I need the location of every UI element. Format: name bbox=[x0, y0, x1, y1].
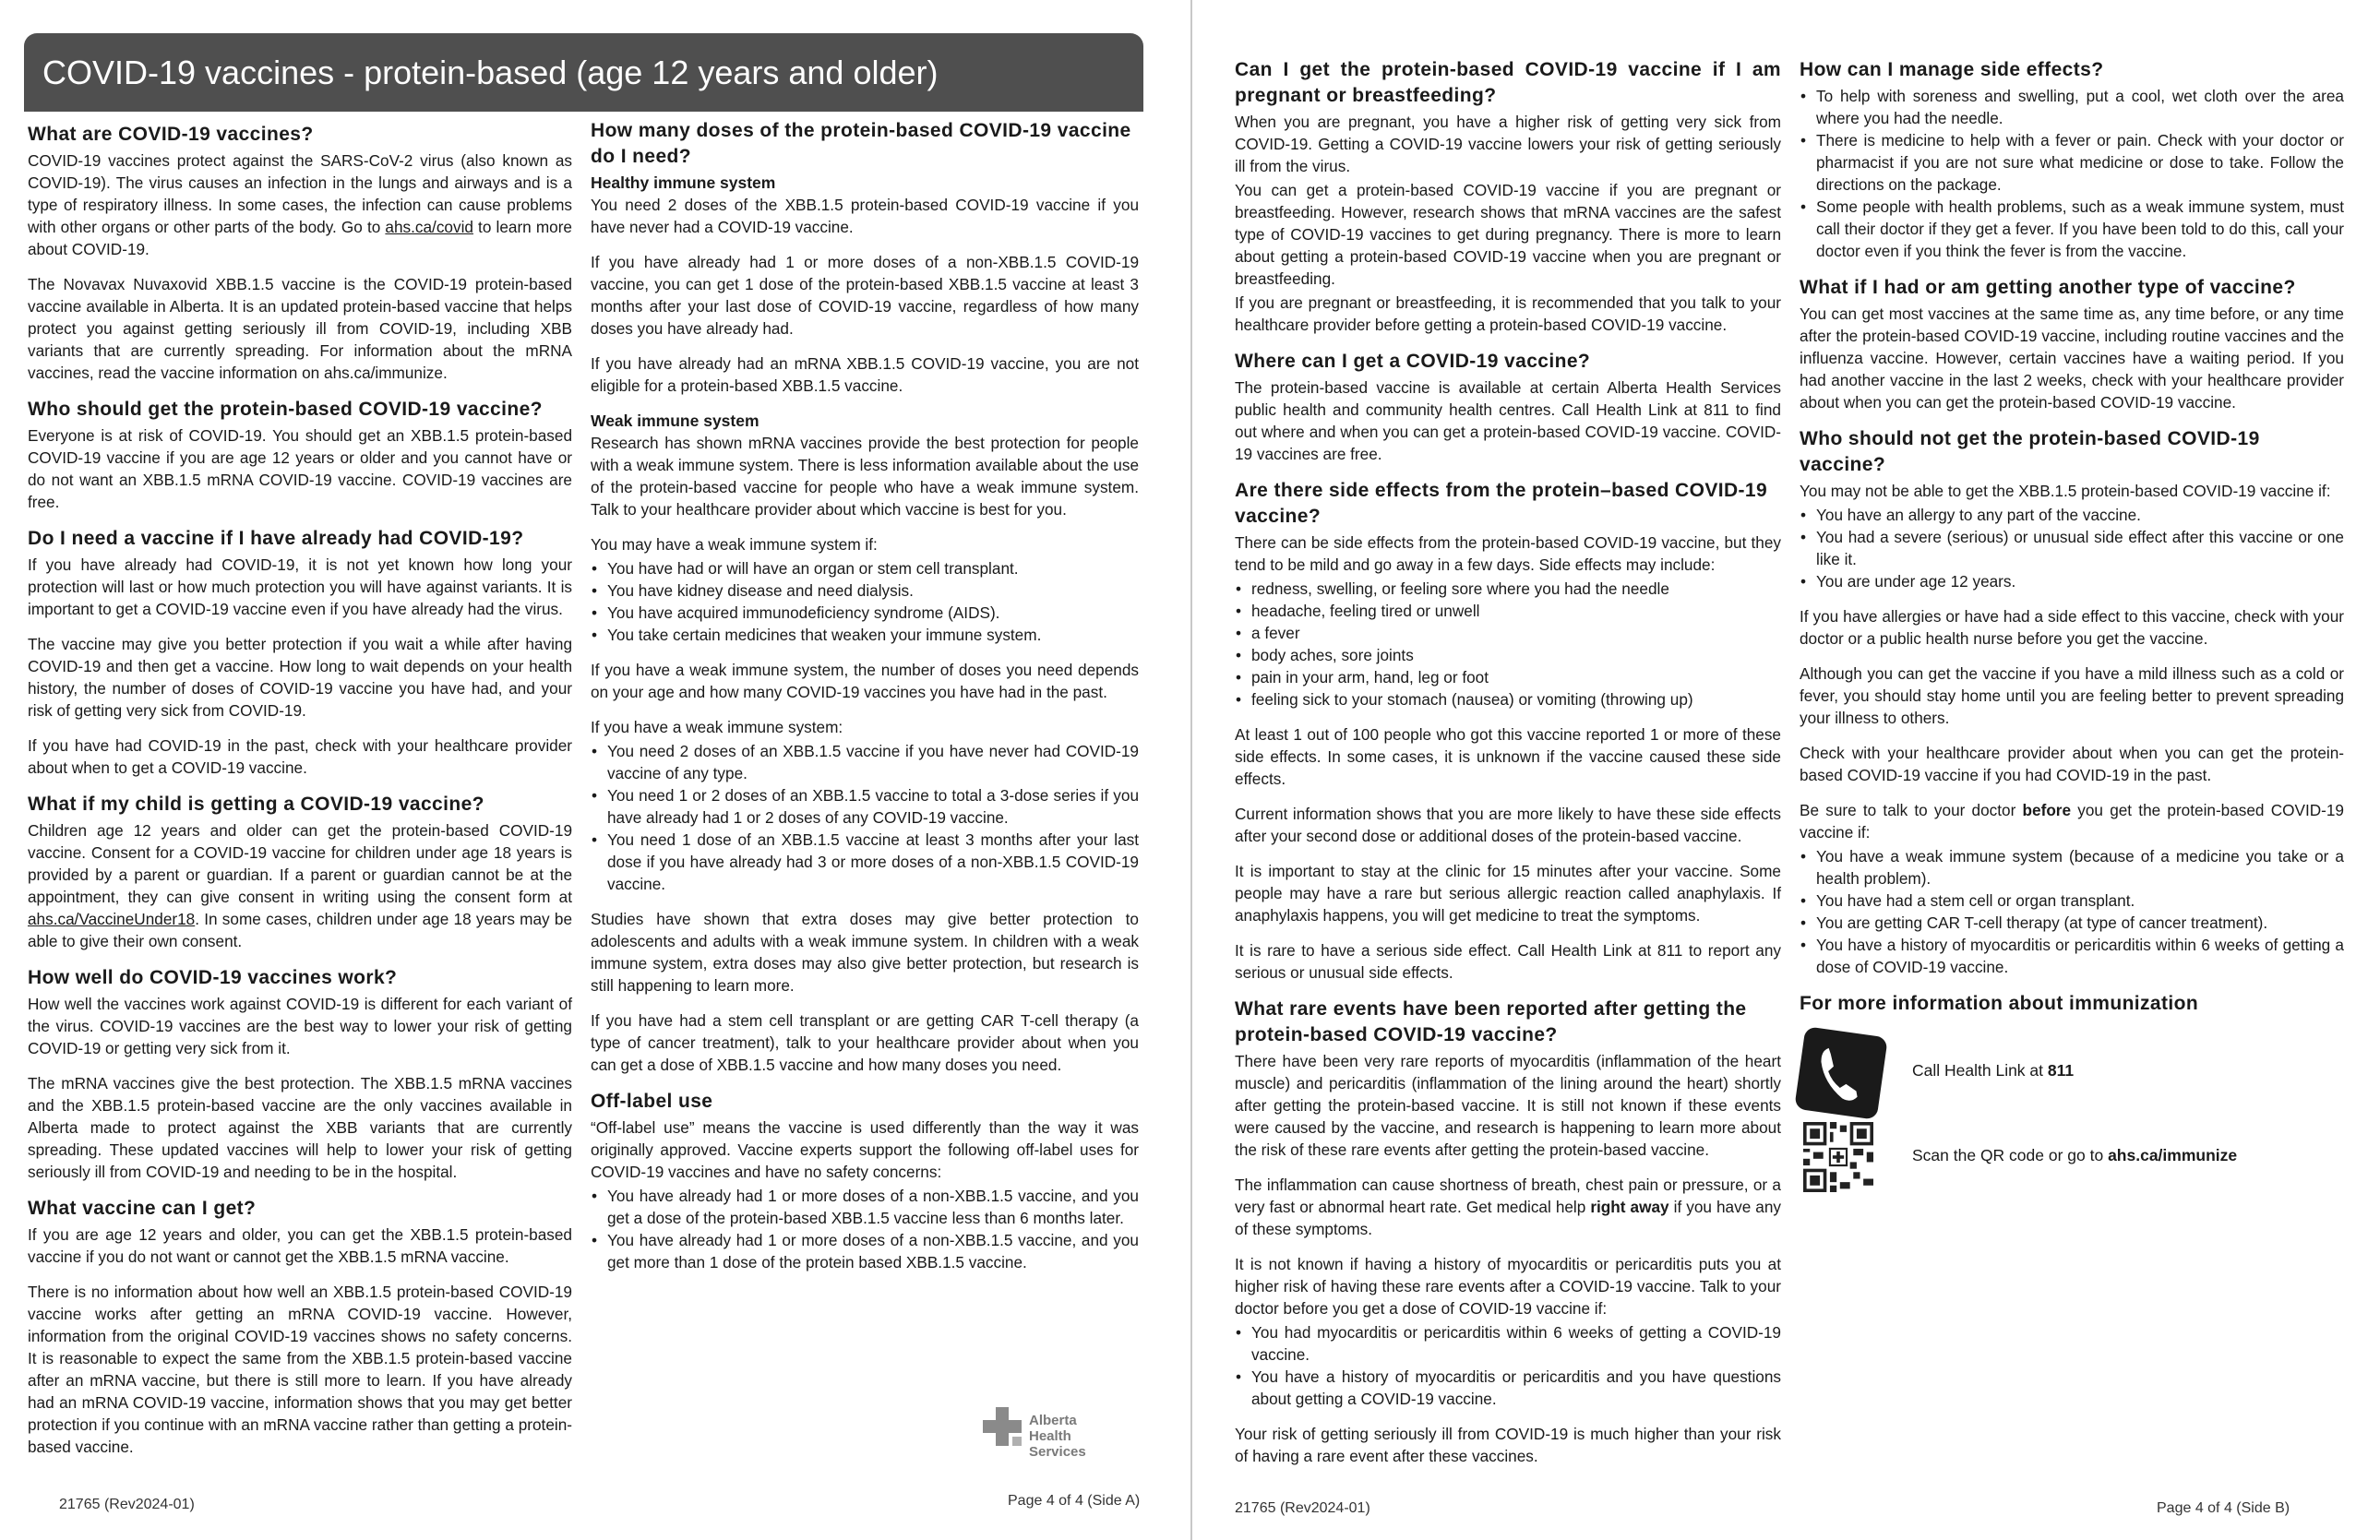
column-4 bbox=[1800, 57, 2344, 1201]
section-heading: How well do COVID-19 vaccines work? bbox=[28, 967, 398, 988]
section-heading: Who should not get the protein-based COVID-19 vaccine? bbox=[1800, 428, 2260, 475]
section-another-vaccine bbox=[1800, 275, 2344, 413]
section-child bbox=[28, 792, 572, 952]
paragraph: Everyone is at risk of COVID-19. You should get an XBB.1.5 protein-based COVID-19 vaccine if you are age 12 years or older and you cannot have or do not want an XBB.1.5 mRNA COVID-19 vaccine. COVID-19 vaccines are free. bbox=[28, 426, 572, 511]
text: The inflammation can cause shortness of breath, chest pain or pressure, or a very fast or abnormal heart rate. Get medical help bbox=[1235, 1176, 1781, 1216]
consent-form-link[interactable]: ahs.ca/VaccineUnder18 bbox=[28, 910, 196, 928]
list-item: • There is medicine to help with a fever or pain. Check with your doctor or pharmacist if you are not sure what medicine or dose to take. Follow the directions on the package. bbox=[1816, 129, 2344, 196]
section-pregnant bbox=[1235, 57, 1781, 336]
health-link-row bbox=[1800, 1032, 2316, 1115]
logo-square bbox=[1012, 1437, 1022, 1446]
bullet-list bbox=[591, 740, 1139, 895]
section-heading: Are there side effects from the protein–based COVID-19 vaccine? bbox=[1235, 480, 1768, 527]
bullet-list bbox=[1800, 845, 2344, 978]
list-item: • You are under age 12 years. bbox=[1816, 570, 2344, 592]
column-1 bbox=[28, 122, 572, 1471]
page-side-b bbox=[1196, 0, 2380, 1540]
paragraph: If you have had a stem cell transplant or are getting CAR T-cell therapy (a type of cancer treatment), talk to your healthcare provider about when you can get a dose of XBB.1.5 vaccine and how many doses you need. bbox=[591, 1011, 1139, 1074]
list-item: • You have already had 1 or more doses of a non-XBB.1.5 vaccine, and you get a dose of the protein-based XBB.1.5 vaccine less than 6 months later. bbox=[607, 1185, 1139, 1229]
bullet-list bbox=[1800, 504, 2344, 592]
page-number: Page 4 of 4 (Side A) bbox=[1008, 1493, 1141, 1509]
list-item: • You have already had 1 or more doses of a non-XBB.1.5 vaccine, and you get more than 1 dose of the protein based XBB.1.5 vaccine. bbox=[607, 1229, 1139, 1273]
contact-block bbox=[1800, 1019, 2344, 1194]
paragraph: The vaccine may give you better protection if you wait a while after having COVID-19 and then get a vaccine. How long to wait depends on your health history, the number of doses of COVID-19 vaccine you have had, and your risk of getting very sick from COVID-19. bbox=[28, 635, 572, 720]
paragraph: If you have allergies or have had a side effect to this vaccine, check with your doctor or a public health nurse before you get the vaccine. bbox=[1800, 607, 2344, 648]
list-item: • You have a history of myocarditis or pericarditis within 6 weeks of getting a dose of COVID-19 vaccine. bbox=[1816, 934, 2344, 978]
section-off-label bbox=[591, 1089, 1139, 1273]
paragraph: It is not known if having a history of myocarditis or pericarditis puts you at higher risk of having these rare events after a COVID-19 vaccine. Talk to your doctor before you get a dose of COVID-19 vaccine if: bbox=[1235, 1255, 1781, 1318]
paragraph: If you are age 12 years and older, you can get the XBB.1.5 protein-based vaccine if you do not want or cannot get the XBB.1.5 mRNA vaccine. bbox=[28, 1225, 572, 1266]
section-heading: How can I manage side effects? bbox=[1800, 59, 2104, 80]
section-heading: What if my child is getting a COVID-19 vaccine? bbox=[28, 794, 484, 815]
section-manage-side-effects bbox=[1800, 57, 2344, 262]
paragraph: There can be side effects from the protein-based COVID-19 vaccine, but they tend to be mild and go away in a few days. Side effects may include: bbox=[1235, 533, 1781, 574]
list-item: • You have kidney disease and need dialysis. bbox=[607, 579, 1139, 602]
page-number: Page 4 of 4 (Side B) bbox=[2157, 1500, 2290, 1516]
list-item: • You have had a stem cell or organ transplant. bbox=[1816, 889, 2344, 912]
list-item: • feeling sick to your stomach (nausea) or vomiting (throwing up) bbox=[1251, 688, 1781, 710]
paragraph: You may not be able to get the XBB.1.5 protein-based COVID-19 vaccine if: bbox=[1800, 482, 2331, 500]
list-item: • You take certain medicines that weaken your immune system. bbox=[607, 624, 1139, 646]
section-heading: What if I had or am getting another type of vaccine? bbox=[1800, 277, 2296, 298]
column-2 bbox=[591, 118, 1139, 1286]
paragraph: You can get a protein-based COVID-19 vaccine if you are pregnant or breastfeeding. However, research shows that mRNA vaccines are the safest type of COVID-19 vaccines to get during pregnancy. There is more to learn about getting a protein-based COVID-19 vaccine when you are pregnant or breastfeeding. bbox=[1235, 181, 1781, 288]
text: Children age 12 years and older can get the protein-based COVID-19 vaccine. Consent for a COVID-19 vaccine for children under age 18 years is provided by a parent or guardian. If a parent or guardian cannot be at the appointment, they can give consent in writing using the consent form at bbox=[28, 821, 572, 906]
list-item: • You have a history of myocarditis or pericarditis and you have questions about getting a COVID-19 vaccine. bbox=[1251, 1366, 1781, 1410]
section-already-had-covid bbox=[28, 526, 572, 779]
paragraph: If you are pregnant or breastfeeding, it is recommended that you talk to your healthcare provider before getting a protein-based COVID-19 vaccine. bbox=[1235, 293, 1781, 334]
list-item: • You need 1 or 2 doses of an XBB.1.5 vaccine to total a 3-dose series if you have already had 1 or 2 doses of any COVID-19 vaccine. bbox=[607, 784, 1139, 829]
text: to learn more about COVID-19. bbox=[28, 218, 572, 258]
bullet-list bbox=[1235, 578, 1781, 710]
bullet-list bbox=[1800, 85, 2344, 262]
paragraph: If you have had COVID-19 in the past, check with your healthcare provider about when to get a COVID-19 vaccine. bbox=[28, 736, 572, 777]
page-divider bbox=[1190, 0, 1192, 1540]
text: . In some cases, children under age 18 years may be able to give their own consent. bbox=[28, 910, 572, 950]
text: COVID-19 vaccines protect against the SARS-CoV-2 virus (also known as COVID-19). The virus causes an infection in the lungs and airways and is a type of respiratory illness. In some cases, the infection can cause problems with other organs or other parts of the body. Go to bbox=[28, 151, 572, 236]
paragraph bbox=[28, 819, 572, 952]
ahs-logo bbox=[983, 1407, 1112, 1460]
scan-text bbox=[1912, 1144, 2237, 1166]
list-item: • To help with soreness and swelling, put a cool, wet cloth over the area where you had the needle. bbox=[1816, 85, 2344, 129]
section-how-many-doses bbox=[591, 118, 1139, 1076]
list-item: • You are getting CAR T-cell therapy (at type of cancer treatment). bbox=[1816, 912, 2344, 934]
paragraph: The Novavax Nuvaxovid XBB.1.5 vaccine is the COVID-19 protein-based vaccine available in Alberta. It is an updated protein-based vaccine that helps protect you against getting seriously ill from COVID-19, including XBB variants that are currently spreading. For information about the mRNA vaccines, read the vaccine information on ahs.ca/immunize. bbox=[28, 275, 572, 382]
section-heading: Do I need a vaccine if I have already had COVID-19? bbox=[28, 528, 524, 549]
section-what-vaccine bbox=[28, 1196, 572, 1458]
form-number: 21765 (Rev2024-01) bbox=[59, 1497, 195, 1512]
section-heading: What rare events have been reported after getting the protein-based COVID-19 vaccine? bbox=[1235, 998, 1747, 1045]
paragraph: When you are pregnant, you have a higher risk of getting very sick from COVID-19. Getting a COVID-19 vaccine lowers your risk of getting seriously ill from the virus. bbox=[1235, 113, 1781, 175]
list-item: • headache, feeling tired or unwell bbox=[1251, 600, 1781, 622]
list-item: • You have an allergy to any part of the vaccine. bbox=[1816, 504, 2344, 526]
paragraph: The protein-based vaccine is available at certain Alberta Health Services public health and community health centres. Call Health Link at 811 to find out where and when you can get a protein-based COVID-19 vaccine. COVID-19 vaccines are free. bbox=[1235, 378, 1781, 463]
list-item: • You have had or will have an organ or stem cell transplant. bbox=[607, 557, 1139, 579]
section-who-should-not bbox=[1800, 426, 2344, 978]
phone-icon bbox=[1794, 1026, 1888, 1120]
section-where bbox=[1235, 349, 1781, 465]
section-heading: For more information about immunization bbox=[1800, 993, 2199, 1014]
text: Scan the QR code or go to bbox=[1912, 1146, 2109, 1164]
paragraph: The mRNA vaccines give the best protection. The XBB.1.5 mRNA vaccines and the XBB.1.5 protein-based vaccine are the only vaccines available in Alberta made to protect against the XBB variants that are currently spreading. These updated vaccines will help to lower your risk of getting seriously ill from COVID-19 and needing to be in the hospital. bbox=[28, 1074, 572, 1181]
qr-row bbox=[1800, 1122, 2316, 1194]
paragraph: Research has shown mRNA vaccines provide the best protection for people with a weak immune system. There is less information available about the use of the protein-based vaccine for people who have a weak immune system. Talk to your healthcare provider about which vaccine is best for you. bbox=[591, 434, 1139, 519]
logo-text bbox=[1029, 1413, 1112, 1460]
list-item: • body aches, sore joints bbox=[1251, 644, 1781, 666]
paragraph: If you have a weak immune system: bbox=[591, 718, 843, 736]
paragraph: It is rare to have a serious side effect. Call Health Link at 811 to report any serious or unusual side effects. bbox=[1235, 941, 1781, 982]
section-heading: What are COVID-19 vaccines? bbox=[28, 124, 314, 145]
paragraph: It is important to stay at the clinic for 15 minutes after your vaccine. Some people may have a rare but serious allergic reaction called anaphylaxis. If anaphylaxis happens, you will get medicine to treat the symptoms. bbox=[1235, 862, 1781, 925]
paragraph: If you have a weak immune system, the number of doses you need depends on your age and how many COVID-19 vaccines you have had in the past. bbox=[591, 661, 1139, 701]
paragraph bbox=[1235, 1174, 1781, 1240]
paragraph: Although you can get the vaccine if you have a mild illness such as a cold or fever, you should stay home until you are feeling better to prevent spreading your illness to others. bbox=[1800, 664, 2344, 727]
paragraph: “Off-label use” means the vaccine is used differently than the way it was originally approved. Vaccine experts support the following off-label uses for COVID-19 vaccines and have no safety concerns: bbox=[591, 1118, 1139, 1181]
paragraph: How well the vaccines work against COVID-19 is different for each variant of the virus. COVID-19 vaccines are the best way to lower your risk of getting COVID-19 or getting very sick from it. bbox=[28, 995, 572, 1057]
list-item: • a fever bbox=[1251, 622, 1781, 644]
section-heading: Where can I get a COVID-19 vaccine? bbox=[1235, 351, 1591, 372]
list-item: • redness, swelling, or feeling sore where you had the needle bbox=[1251, 578, 1781, 600]
text: Be sure to talk to your doctor bbox=[1800, 801, 2023, 819]
immunize-link[interactable]: ahs.ca/immunize bbox=[2108, 1146, 2238, 1164]
paragraph bbox=[1800, 799, 2344, 843]
section-how-well bbox=[28, 965, 572, 1183]
list-item: • You need 2 doses of an XBB.1.5 vaccine if you have never had COVID-19 vaccine of any type. bbox=[607, 740, 1139, 784]
bullet-list bbox=[591, 1185, 1139, 1273]
emphasis: right away bbox=[1590, 1198, 1669, 1216]
paragraph: You can get most vaccines at the same time as, any time before, or any time after the protein-based COVID-19 vaccine, including routine vaccines and the influenza vaccine. However, certain vaccines have a waiting period. If you had another vaccine in the last 2 weeks, check with your healthcare provider about when you can get the protein-based COVID-19 vaccine. bbox=[1800, 304, 2344, 412]
list-item: • You have a weak immune system (because of a medicine you take or a health problem). bbox=[1816, 845, 2344, 889]
emphasis: before bbox=[2022, 801, 2072, 819]
section-heading: What vaccine can I get? bbox=[28, 1198, 257, 1219]
paragraph: Your risk of getting seriously ill from COVID-19 is much higher than your risk of having a rare event after these vaccines. bbox=[1235, 1425, 1781, 1465]
paragraph: If you have already had an mRNA XBB.1.5 COVID-19 vaccine, you are not eligible for a protein-based XBB.1.5 vaccine. bbox=[591, 354, 1139, 395]
section-what-are-vaccines bbox=[28, 122, 572, 384]
section-who-should-get bbox=[28, 397, 572, 513]
logo-square bbox=[996, 1407, 1009, 1420]
text: if you have any of these symptoms. bbox=[1235, 1198, 1782, 1238]
list-item: • Some people with health problems, such as a weak immune system, must call their doctor if they get a fever. If you have been told to do this, call your doctor even if you think the fever is from the vaccine. bbox=[1816, 196, 2344, 262]
list-item: • You have acquired immunodeficiency syndrome (AIDS). bbox=[607, 602, 1139, 624]
form-number: 21765 (Rev2024-01) bbox=[1235, 1500, 1370, 1516]
paragraph: You may have a weak immune system if: bbox=[591, 535, 878, 554]
paragraph: Current information shows that you are more likely to have these side effects after your second dose or additional doses of the protein-based vaccine. bbox=[1235, 805, 1781, 845]
health-link-number: 811 bbox=[2047, 1061, 2075, 1080]
call-text bbox=[1912, 1059, 2074, 1081]
qr-code-icon bbox=[1803, 1122, 1873, 1192]
logo-text-line: Services bbox=[1029, 1444, 1086, 1460]
bullet-list bbox=[591, 557, 1139, 646]
section-side-effects bbox=[1235, 478, 1781, 984]
paragraph: At least 1 out of 100 people who got this vaccine reported 1 or more of these side effects. In some cases, it is unknown if the vaccine caused these side effects. bbox=[1235, 725, 1781, 788]
bullet-list bbox=[1235, 1321, 1781, 1410]
paragraph bbox=[28, 149, 572, 260]
paragraph: Check with your healthcare provider about when you can get the protein-based COVID-19 vaccine if you had COVID-19 in the past. bbox=[1800, 744, 2344, 784]
list-item: • You had a severe (serious) or unusual side effect after this vaccine or one like it. bbox=[1816, 526, 2344, 570]
paragraph: You need 2 doses of the XBB.1.5 protein-based COVID-19 vaccine if you have never had a COVID-19 vaccine. bbox=[591, 196, 1139, 236]
list-item: • pain in your arm, hand, leg or foot bbox=[1251, 666, 1781, 688]
logo-text-line: Alberta Health bbox=[1029, 1413, 1077, 1444]
logo-square bbox=[983, 1420, 1022, 1433]
subheading: Weak immune system bbox=[591, 412, 759, 430]
section-rare-events bbox=[1235, 997, 1781, 1467]
logo-square bbox=[996, 1433, 1009, 1446]
section-heading: How many doses of the protein-based COVID-19 vaccine do I need? bbox=[591, 120, 1131, 167]
subheading: Healthy immune system bbox=[591, 173, 776, 192]
covid-link[interactable]: ahs.ca/covid bbox=[385, 218, 473, 236]
section-heading: Off-label use bbox=[591, 1091, 713, 1112]
page-title: COVID-19 vaccines - protein-based (age 12 years and older) bbox=[24, 33, 1143, 112]
text: Call Health Link at bbox=[1912, 1061, 2048, 1080]
paragraph: There have been very rare reports of myocarditis (inflammation of the heart muscle) and pericarditis (inflammation of the lining around the heart) shortly after getting the protein-based vaccine. It is still not known if these events were caused by the vaccine, and research is happening to learn more about the risk of these rare events after getting the protein-based vaccine. bbox=[1235, 1052, 1781, 1159]
section-heading: Can I get the protein-based COVID-19 vaccine if I am pregnant or breastfeeding? bbox=[1235, 59, 1781, 106]
paragraph: If you have already had COVID-19, it is not yet known how long your protection will last or how much protection you will have against variants. It is important to get a COVID-19 vaccine even if you have already had the virus. bbox=[28, 555, 572, 618]
column-3 bbox=[1235, 57, 1781, 1480]
list-item: • You had myocarditis or pericarditis within 6 weeks of getting a COVID-19 vaccine. bbox=[1251, 1321, 1781, 1366]
text: you get the protein-based COVID-19 vaccine if: bbox=[1800, 801, 2344, 842]
phone-icon-svg bbox=[1794, 1026, 1888, 1120]
paragraph: Studies have shown that extra doses may give better protection to adolescents and adults with a weak immune system. In children with a weak immune system, extra doses may also give better protection, but research is still happening to learn more. bbox=[591, 910, 1139, 995]
paragraph: There is no information about how well an XBB.1.5 protein-based COVID-19 vaccine works after getting an mRNA COVID-19 vaccine. However, information from the original COVID-19 vaccines shows no safety concerns. It is reasonable to expect the same from the XBB.1.5 protein-based vaccine after an mRNA vaccine, but there is still more to learn. If you have already had an mRNA COVID-19 vaccine, information shows that you may get better protection if you continue with an mRNA vaccine rather than getting a protein-based vaccine. bbox=[28, 1283, 572, 1456]
section-heading: Who should get the protein-based COVID-19 vaccine? bbox=[28, 399, 543, 420]
paragraph: If you have already had 1 or more doses of a non-XBB.1.5 COVID-19 vaccine, you can get 1 dose of the protein-based XBB.1.5 vaccine at least 3 months after your last dose of COVID-19 vaccine, regardless of how many doses you have already had. bbox=[591, 253, 1139, 338]
section-more-info bbox=[1800, 991, 2344, 1194]
list-item: • You need 1 dose of an XBB.1.5 vaccine at least 3 months after your last dose if you have already had 3 or more doses of a non-XBB.1.5 COVID-19 vaccine. bbox=[607, 829, 1139, 895]
